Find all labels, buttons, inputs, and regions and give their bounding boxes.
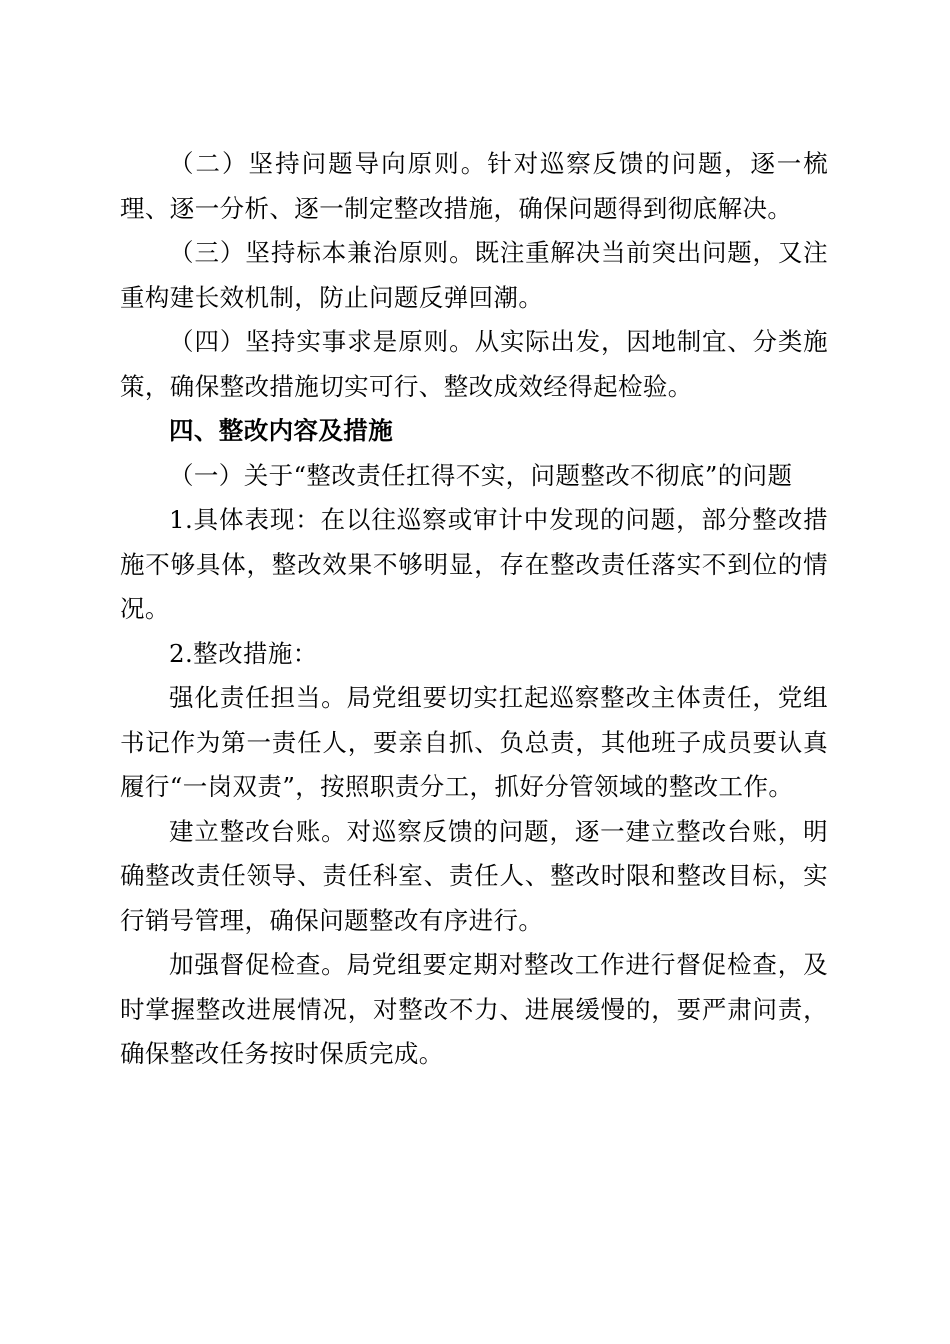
section-heading: 四、整改内容及措施 (169, 416, 394, 445)
subsection-title: （一）关于“整改责任扛得不实，问题整改不彻底”的问题 (169, 460, 793, 490)
measure-body: 局党组要切实扛起巡察整改主体责任，党组书记作为第一责任人，要亲自抓、负总责，其他班子成员要认真履行“一岗双责”，按照职责分工，抓好分管领域的整改工作。 (120, 683, 828, 801)
measure-paragraph (120, 943, 828, 1077)
principle-paragraph (120, 142, 828, 231)
measures-label: 2.整改措施： (169, 638, 318, 668)
document-page (120, 142, 828, 1077)
principle-body: 针对巡察反馈的问题，逐一梳理、逐一分析、逐一制定整改措施，确保问题得到彻底解决。 (120, 149, 828, 223)
measure-body: 局党组要定期对整改工作进行督促检查，及时掌握整改进展情况，对整改不力、进展缓慢的，要严肃问责，确保整改任务按时保质完成。 (120, 950, 828, 1068)
principle-paragraph (120, 231, 828, 320)
measure-paragraph (120, 676, 828, 810)
principle-body: 既注重解决当前突出问题，又注重构建长效机制，防止问题反弹回潮。 (120, 238, 828, 312)
measure-lead: 加强督促检查。 (169, 950, 347, 979)
measure-lead: 强化责任担当。 (169, 683, 347, 712)
measure-paragraph (120, 810, 828, 944)
measure-body: 对巡察反馈的问题，逐一建立整改台账，明确整改责任领导、责任科室、责任人、整改时限和整改目标，实行销号管理，确保问题整改有序进行。 (120, 816, 828, 935)
principle-lead: （三）坚持标本兼治原则。 (169, 238, 475, 267)
principle-paragraph (120, 320, 828, 409)
principle-lead: （二）坚持问题导向原则。 (169, 149, 488, 178)
measure-lead: 建立整改台账。 (169, 816, 347, 846)
principle-lead: （四）坚持实事求是原则。 (169, 327, 475, 356)
principle-body: 从实际出发，因地制宜、分类施策，确保整改措施切实可行、整改成效经得起检验。 (120, 327, 828, 401)
manifestation-paragraph: 1.具体表现：在以往巡察或审计中发现的问题，部分整改措施不够具体，整改效果不够明显，存在整改责任落实不到位的情况。 (120, 505, 828, 623)
